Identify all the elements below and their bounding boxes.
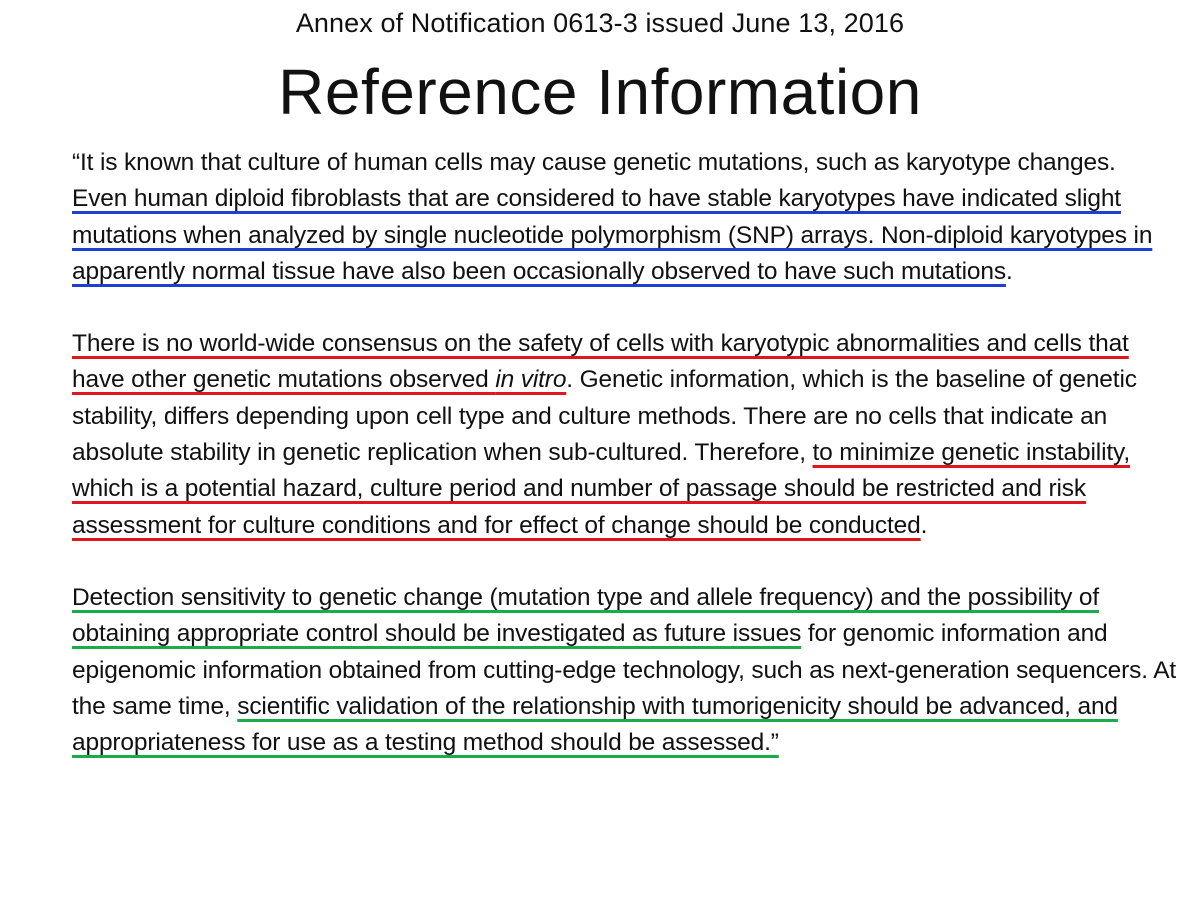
red-underlined-text: to minimize genetic instability, which is a potential hazard, culture period and number of passage should be restricted and risk assessment for culture conditions and for effect of change should be conducted bbox=[72, 439, 1130, 539]
green-underlined-text: Detection sensitivity to genetic change (mutation type and allele frequency) and the possibility of obtaining appropriate control should be investigated as future issues bbox=[72, 583, 1099, 648]
paragraph-text: “It is known that culture of human cells may cause genetic mutations, such as karyotype changes. bbox=[72, 149, 1116, 176]
paragraph-text: . Genetic information, which is the baseline of genetic stability, differs depending upon cell type and culture methods. There are no cells that indicate an absolute stability in genetic replication when sub-cultured. Therefore, bbox=[72, 366, 1137, 467]
annex-line: Annex of Notification 0613-3 issued June 13, 2016 bbox=[295, 8, 905, 38]
page-title: Reference Information bbox=[278, 56, 922, 128]
blue-underlined-text: Even human diploid fibroblasts that are considered to have stable karyotypes have indicated slight mutations when analyzed by single nucleotide polymorphism (SNP) arrays. Non-diploid karyotypes in apparently normal tissue have also been occasionally observed to have such mutations bbox=[72, 185, 1153, 285]
paragraph-text: . bbox=[920, 511, 928, 539]
paragraph-text: . bbox=[1005, 257, 1013, 285]
paragraph-text: for genomic information and epigenomic information obtained from cutting-edge technology, such as next-generation sequencers. At the same time, bbox=[72, 620, 1177, 720]
paragraph-safety-consensus bbox=[72, 326, 1177, 544]
red-underlined-segment: There is no world-wide consensus on the safety of cells with karyotypic abnormalities and cells that have other genetic mutations observed bbox=[72, 330, 1129, 394]
green-underlined-text: scientific validation of the relationship with tumorigenicity should be advanced, and appropriateness for use as a testing method should be assessed.” bbox=[72, 692, 1118, 757]
italic-in-vitro: in vitro bbox=[495, 366, 567, 394]
paragraph-karyotype bbox=[72, 145, 1177, 290]
paragraph-detection-sensitivity bbox=[72, 580, 1177, 761]
document-body bbox=[72, 145, 1177, 797]
